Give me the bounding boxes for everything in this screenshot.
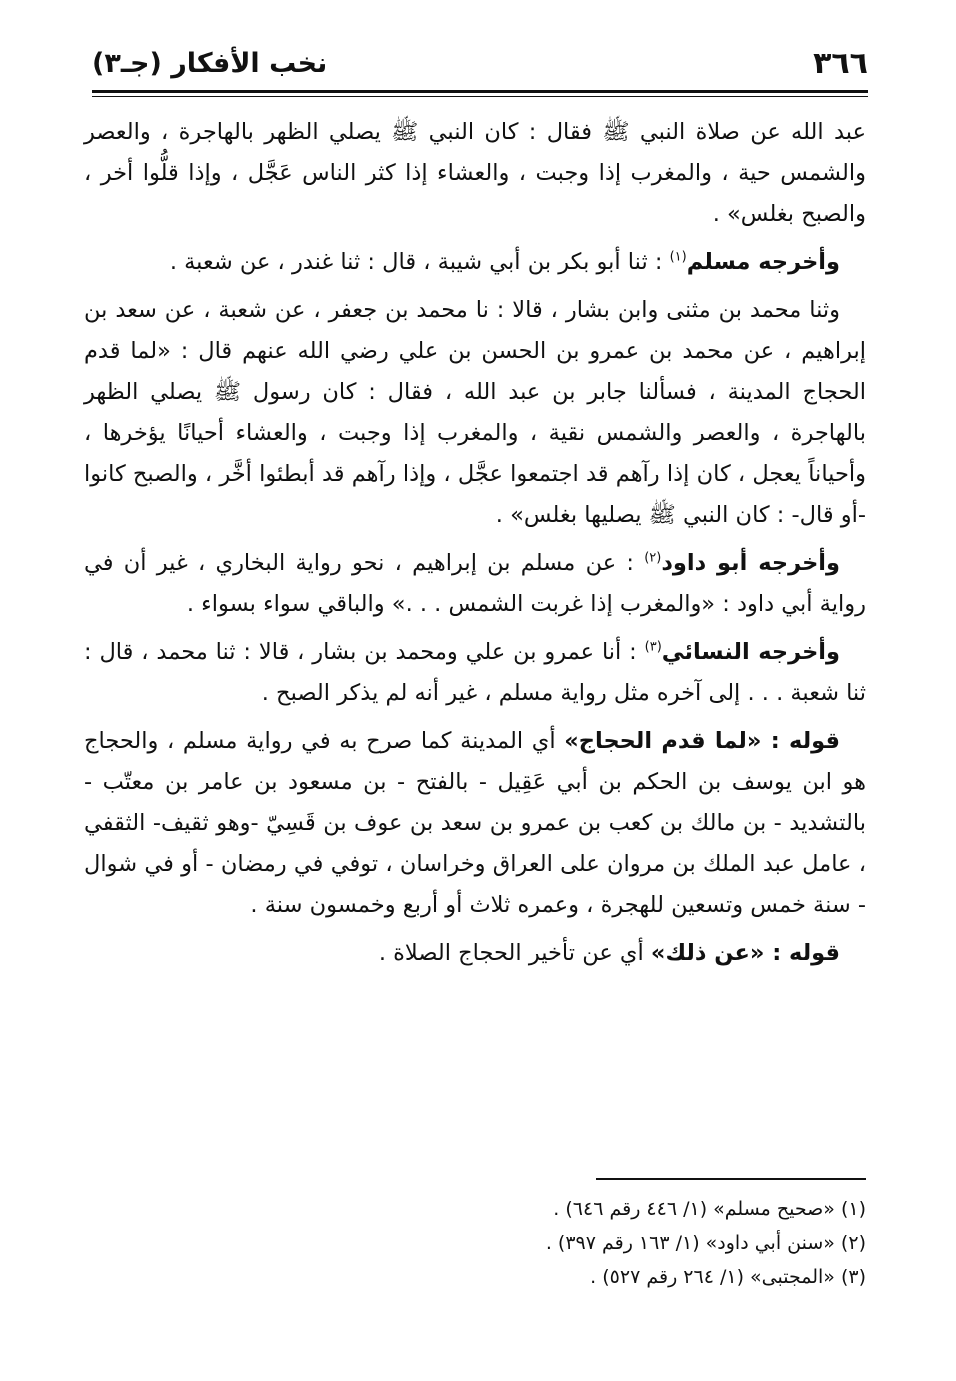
paragraph-2 [84, 242, 866, 283]
page-header [92, 40, 868, 90]
footnotes [480, 1192, 866, 1294]
paragraph-text: وثنا محمد بن مثنى وابن بشار ، قالا : نا محمد بن جعفر ، عن شعبة ، عن سعد بن إبراهيم ، عن محمد بن عمرو بن الحسن بن علي رضي الله عنهم قال : «لما قدم الحجاج المدينة ، فسألنا جابر بن عبد الله ، فقال : كان رسول ﷺ يصلي الظهر بالهاجرة ، والعصر والشمس نقية ، والمغرب إذا وجبت ، والعشاء أحيانًا يؤخرها ، وأحياناً يعجل ، كان إذا رآهم قد اجتمعوا عجَّل ، وإذا رآهم قد أبطئوا أخَّر ، والصبح كانوا -أو قال- : كان النبي ﷺ يصليها بغلس» . [84, 297, 866, 528]
paragraph-lead: وأخرجه مسلم [686, 249, 840, 275]
paragraph-5 [84, 632, 866, 714]
paragraph-3 [84, 290, 866, 536]
paragraph-text: : ثنا أبو بكر بن أبي شيبة ، قال : ثنا غندر ، عن شعبة . [169, 249, 670, 275]
paragraph-6 [84, 721, 866, 926]
main-text [84, 112, 866, 981]
paragraph-text: : عن مسلم بن إبراهيم ، نحو رواية البخاري ، غير أن في رواية أبي داود : «والمغرب إذا غربت الشمس . . .» والباقي سواء بسواء . [84, 550, 866, 617]
footnote-2: (٢) «سنن أبي داود» (١/ ١٦٣ رقم ٣٩٧) . [545, 1232, 866, 1254]
header-rule [92, 90, 868, 93]
footnote-ref-3: (٣) [644, 639, 662, 655]
page-number: ٣٦٦ [813, 46, 868, 81]
footnote-1: (١) «صحيح مسلم» (١/ ٤٤٦ رقم ٦٤٦) . [553, 1198, 866, 1220]
header-rule-thin [92, 96, 868, 97]
paragraph-text: أي عن تأخير الحجاج الصلاة . [378, 940, 651, 966]
footnote-ref-1: (١) [669, 249, 687, 265]
paragraph-4 [84, 543, 866, 625]
paragraph-1 [84, 112, 866, 235]
book-title: نخب الأفكار (جـ٣) [92, 48, 328, 79]
paragraph-text: أي المدينة كما صرح به في رواية مسلم ، والحجاج هو ابن يوسف بن الحكم بن أبي عَقِيل - بالفتح - بن مسعود بن عامر بن معتّب - بالتشديد - بن مالك بن كعب بن عمرو بن سعد بن عوف بن قَسِيّ -وهو ثقيف- الثقفي ، عامل عبد الملك بن مروان على العراق وخراسان ، توفي في رمضان - أو في شوال - سنة خمس وتسعين للهجرة ، وعمره ثلاث أو أربع وخمسون سنة . [84, 728, 866, 918]
footnote-separator [596, 1178, 866, 1180]
paragraph-lead: وأخرجه النسائي [661, 639, 840, 665]
paragraph-text: : أنا عمرو بن علي ومحمد بن بشار ، قالا : ثنا محمد ، قال : ثنا شعبة . . . إلى آخره مثل رواية مسلم ، غير أنه لم يذكر الصبح . [84, 639, 866, 706]
paragraph-text: عبد الله عن صلاة النبي ﷺ فقال : كان النبي ﷺ يصلي الظهر بالهاجرة ، والعصر والشمس حية ، والمغرب إذا وجبت ، والعشاء إذا كثر الناس عَجَّل ، وإذا قلُّوا أخر ، والصبح بغلس» . [84, 119, 866, 227]
footnote-ref-2: (٢) [644, 550, 662, 566]
paragraph-lead: وأخرجه أبو داود [661, 550, 840, 576]
paragraph-lead: قوله : «عن ذلك» [650, 940, 840, 966]
paragraph-7 [84, 933, 866, 974]
paragraph-lead: قوله : «لما قدم الحجاج» [564, 728, 840, 754]
footnote-3: (٣) «المجتبى» (١/ ٢٦٤ رقم ٥٢٧) . [590, 1266, 866, 1288]
